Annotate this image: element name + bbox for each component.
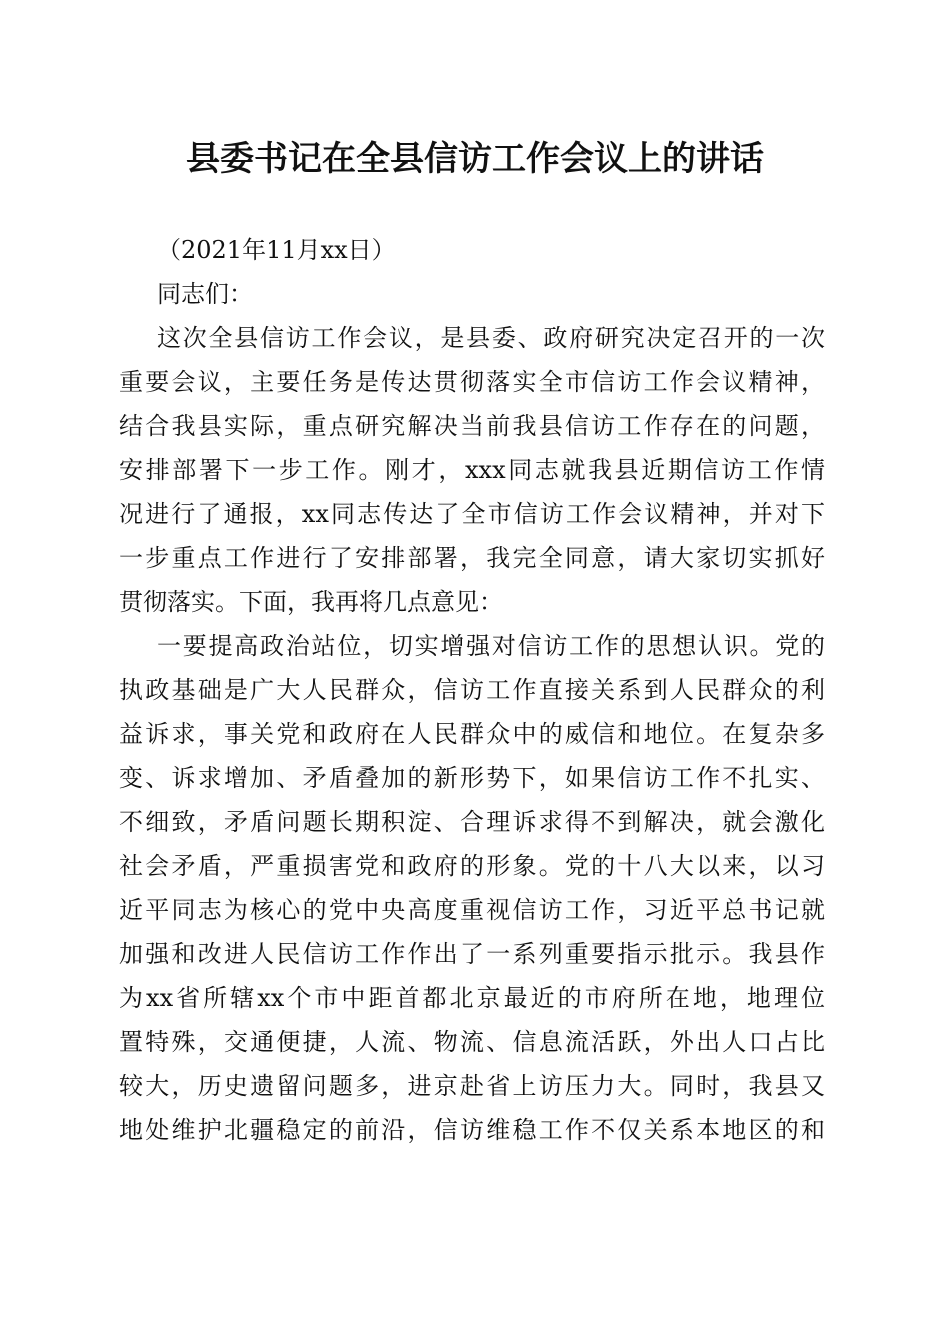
salutation-line: 同志们： bbox=[157, 280, 253, 308]
paragraph-2-line: 较大，历史遗留问题多，进京赴省上访压力大。同时，我县又 bbox=[119, 1072, 825, 1100]
paragraph-1-line: 安排部署下一步工作。刚才，xxx同志就我县近期信访工作情 bbox=[119, 456, 825, 484]
paragraph-1-line: 况进行了通报，xx同志传达了全市信访工作会议精神，并对下 bbox=[119, 500, 825, 528]
paragraph-2-line: 社会矛盾，严重损害党和政府的形象。党的十八大以来，以习 bbox=[119, 852, 825, 880]
document-title: 县委书记在全县信访工作会议上的讲话 bbox=[186, 139, 764, 179]
paragraph-2-line: 为xx省所辖xx个市中距首都北京最近的市府所在地，地理位 bbox=[119, 984, 825, 1012]
paragraph-2-line: 地处维护北疆稳定的前沿，信访维稳工作不仅关系本地区的和 bbox=[119, 1116, 825, 1144]
paragraph-2-line: 加强和改进人民信访工作作出了一系列重要指示批示。我县作 bbox=[119, 940, 825, 968]
paragraph-1-line: 这次全县信访工作会议，是县委、政府研究决定召开的一次 bbox=[157, 324, 825, 352]
paragraph-2-line: 不细致，矛盾问题长期积淀、合理诉求得不到解决，就会激化 bbox=[119, 808, 825, 836]
paragraph-2-line: 近平同志为核心的党中央高度重视信访工作，习近平总书记就 bbox=[119, 896, 825, 924]
paragraph-2-line: 一要提高政治站位，切实增强对信访工作的思想认识。党的 bbox=[157, 632, 825, 660]
date-line: （2021年11月xx日） bbox=[157, 236, 396, 264]
paragraph-1-line: 一步重点工作进行了安排部署，我完全同意，请大家切实抓好 bbox=[119, 544, 825, 572]
paragraph-1-line: 重要会议，主要任务是传达贯彻落实全市信访工作会议精神， bbox=[119, 368, 825, 396]
paragraph-1-line: 贯彻落实。下面，我再将几点意见： bbox=[119, 588, 503, 616]
paragraph-2-line: 变、诉求增加、矛盾叠加的新形势下，如果信访工作不扎实、 bbox=[119, 764, 825, 792]
document-body bbox=[119, 228, 825, 1152]
paragraph-1-line: 结合我县实际，重点研究解决当前我县信访工作存在的问题， bbox=[119, 412, 825, 440]
paragraph-2-line: 执政基础是广大人民群众，信访工作直接关系到人民群众的利 bbox=[119, 676, 825, 704]
paragraph-2-line: 益诉求，事关党和政府在人民群众中的威信和地位。在复杂多 bbox=[119, 720, 825, 748]
paragraph-2-line: 置特殊，交通便捷，人流、物流、信息流活跃，外出人口占比 bbox=[119, 1028, 825, 1056]
